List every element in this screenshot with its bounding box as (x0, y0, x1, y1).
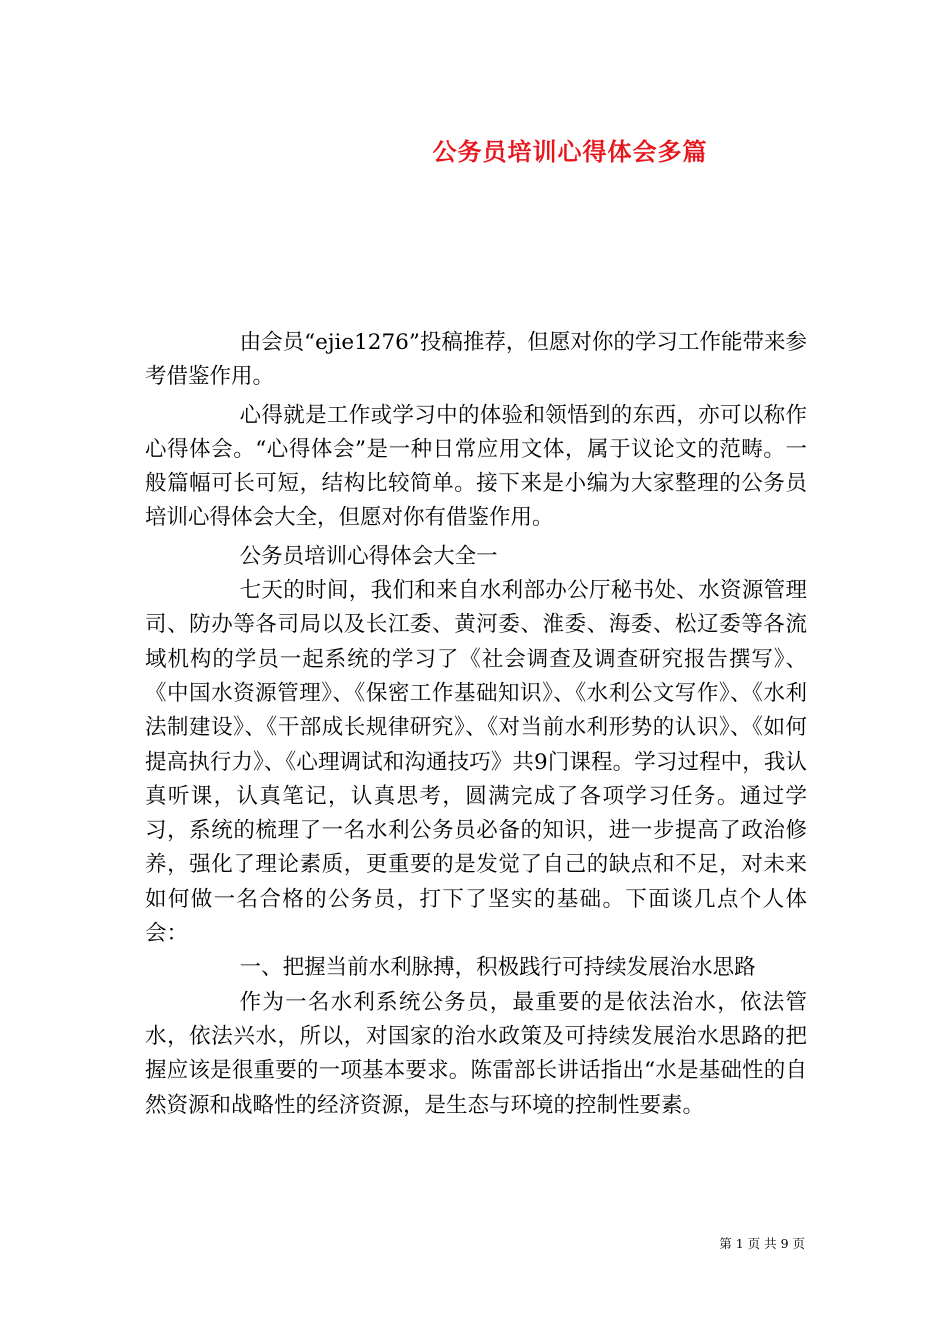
document-body (145, 326, 807, 1123)
document-title-text: 公务员培训心得体会多篇 (432, 137, 708, 166)
paragraph-training: 七天的时间，我们和来自水利部办公厅秘书处、水资源管理司、防办等各司局以及长江委、黄河委、淮委、海委、松辽委等各流域机构的学员一起系统的学习了《社会调查及调查研究报告撰写》、《中国水资源管理》、《保密工作基础知识》、《水利公文写作》、《水利法制建设》、《干部成长规律研究》、《对当前水利形势的认识》、《如何提高执行力》、《心理调试和沟通技巧》共9门课程。学习过程中，我认真听课，认真笔记，认真思考，圆满完成了各项学习任务。通过学习，系统的梳理了一名水利公务员必备的知识，进一步提高了政治修养，强化了理论素质，更重要的是发觉了自己的缺点和不足，对未来如何做一名合格的公务员，打下了坚实的基础。下面谈几点个人体会： (145, 578, 807, 947)
paragraph-point-1: 作为一名水利系统公务员，最重要的是依法治水，依法管水，依法兴水，所以，对国家的治水政策及可持续发展治水思路的把握应该是很重要的一项基本要求。陈雷部长讲话指出“水是基础性的自然资源和战略性的经济资源，是生态与环境的控制性要素。 (145, 989, 807, 1118)
paragraph-definition: 心得就是工作或学习中的体验和领悟到的东西，亦可以称作心得体会。“心得体会”是一种日常应用文体，属于议论文的范畴。一般篇幅可长可短，结构比较简单。接下来是小编为大家整理的公务员培训心得体会大全，但愿对你有借鉴作用。 (145, 402, 807, 531)
paragraph-intro: 由会员“ejie1276”投稿推荐，但愿对你的学习工作能带来参考借鉴作用。 (145, 330, 807, 390)
document-title (0, 132, 950, 167)
page-number-footer: 第 1 页 共 9 页 (719, 1236, 805, 1251)
section-heading-1: 公务员培训心得体会大全一 (239, 543, 498, 569)
section-heading-point-1: 一、把握当前水利脉搏，积极践行可持续发展治水思路 (239, 955, 756, 981)
